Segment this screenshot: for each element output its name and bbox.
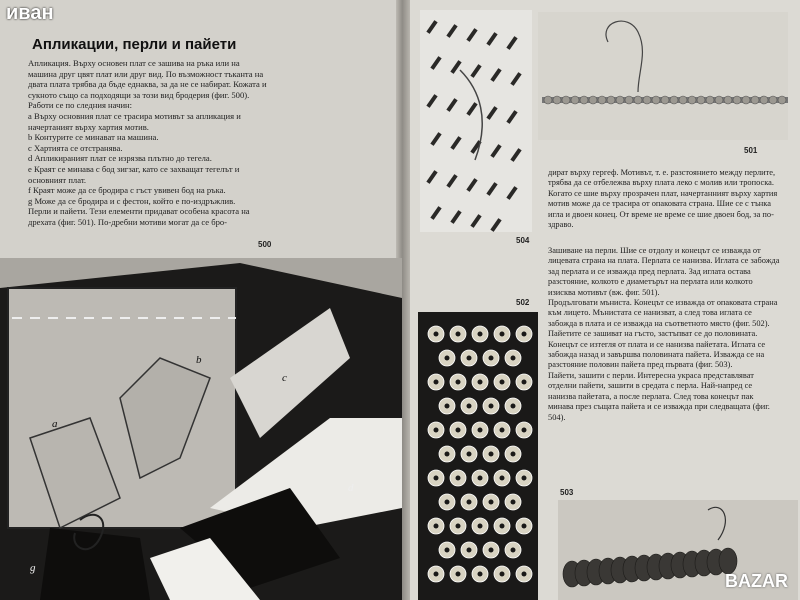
- photo-label-d: d: [348, 482, 354, 494]
- page-title: Апликации, перли и пайети: [32, 36, 237, 53]
- paragraph: Перли и пайети. Тези елементи придават особена красота на дрехата (фиг. 501). По-дребни мотиви могат да се бро-: [28, 206, 250, 227]
- paragraph: Пайетите се зашиват на гъсто, застъпват се до половината. Конецът се изтегля от плата и се нанизва пайетата. Иглата се забожда назад и завършва половината пайета. Изважда се на разстояние половин пайета пред първата (фиг. 503).: [548, 329, 766, 370]
- paragraph: b Контурите се минават на машина.: [28, 132, 159, 143]
- figure-503-photo: [558, 500, 798, 600]
- figure-502-photo: [418, 312, 538, 600]
- paragraph: c Хартията се отстранява.: [28, 142, 123, 153]
- figure-501-photo: [538, 12, 788, 140]
- figure-500-photo: [0, 258, 402, 600]
- paragraph: дират върху гергеф. Мотивът, т. е. разстоянието между перлите, трябва да се отбележва върху плата леко с молив или тропоска. Когато се шие върху прозрачен плат, начертанният върху хартия мотив може да се трасира от опаковата страна. Шие се с тънка игла и двоен конец. От време не време се шие двоен бод, за по-здраво.: [548, 168, 778, 230]
- figure-number-502: 502: [516, 298, 530, 307]
- paragraph: d Апликираният плат се изрязва плътно до тегела.: [28, 153, 212, 164]
- paragraph: e Краят се минава с бод зигзаг, като се захващат тегелът и основният плат.: [28, 163, 240, 185]
- paragraph: g Може да се бродира и с фестон, който е по-издръжлив.: [28, 195, 236, 206]
- photo-label-g: g: [30, 562, 36, 574]
- pearl-string-illustration: [538, 12, 788, 140]
- marketplace-logo: BAZAR: [725, 571, 788, 591]
- beads-on-fabric-illustration: [420, 10, 532, 232]
- paragraph: Зашиване на перли. Шие се отдолу и конецът се изважда от лицевата страна на плата. Перлата се нанизва. Иглата се забожда зад перлата и се изважда пред перлата. Зад иглата остава разстояние, колкото е диаметърът на перлата или колкото изисква мотивът (вж. фиг. 501).: [548, 246, 780, 297]
- right-top-text: [548, 168, 780, 231]
- figure-number-504: 504: [516, 236, 530, 245]
- right-text-block: [548, 246, 780, 423]
- photo-label-a: a: [52, 418, 58, 430]
- sequins-illustration: [418, 312, 538, 600]
- paragraph: f Краят може да се бродира с гъст увивен бод на ръка.: [28, 185, 226, 196]
- figure-number-500: 500: [258, 240, 272, 249]
- paragraph: a Върху основния плат се трасира мотивът за апликация и начертаният върху хартия мотив.: [28, 110, 241, 132]
- figure-504-photo: [420, 10, 532, 232]
- watermark-text: иван: [6, 2, 54, 24]
- figure-number-501: 501: [744, 146, 758, 155]
- figure-number-503: 503: [560, 488, 574, 497]
- photo-label-b: b: [196, 354, 202, 366]
- photo-label-c: c: [282, 372, 287, 384]
- paragraph: Работи се по следния начин:: [28, 100, 133, 111]
- left-text-block: [28, 58, 268, 228]
- applique-illustration: [0, 258, 402, 600]
- paragraph: Продълговати мъниста. Конецът се изважда от опаковата страна към лицето. Мънистата се нанизват, а след това иглата се забожда в плата и се изважда на съответното място (фиг. 502).: [548, 298, 778, 328]
- paragraph: Пайети, зашити с перли. Интересна украса представляват отделни пайети, зашити в средата с перла. Най-напред се нанизва пайетата, а после перлата. След това конецът пак минава през същата пайета и се изважда при следващата (фиг. 504).: [548, 370, 770, 422]
- paragraph: Апликация. Върху основен плат се зашива на ръка или на машина друг цвят плат или друг вид. По възможност тъканта на двата плата трябва да бъде еднаква, за да не се набират. Кожата и сукното също са подходящи за този вид бродерия (фиг. 500).: [28, 58, 267, 100]
